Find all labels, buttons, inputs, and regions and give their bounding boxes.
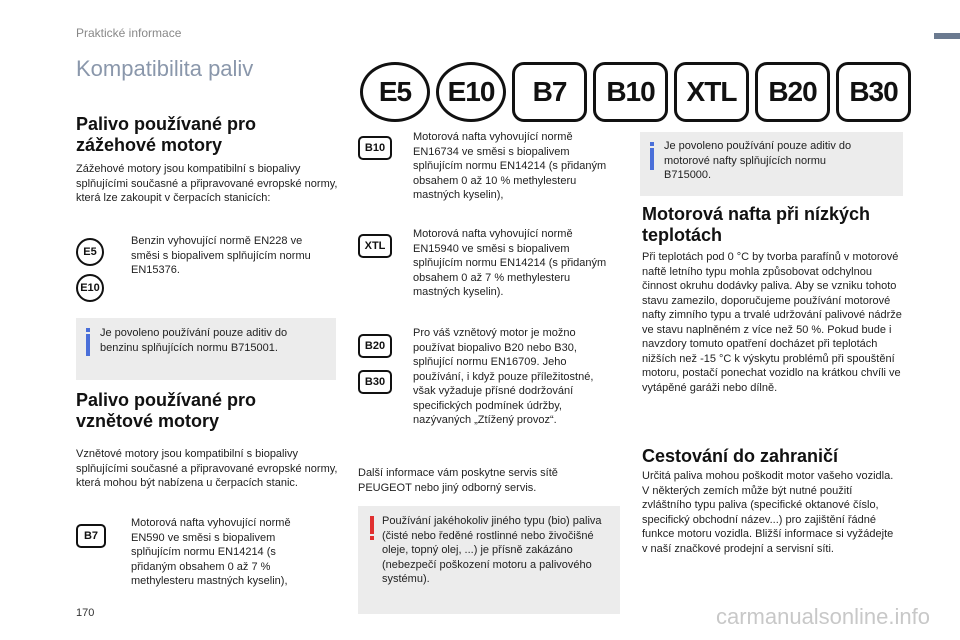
warning-icon (370, 516, 374, 534)
fuel-badge-b7: B7 (512, 62, 587, 122)
b10-text: Motorová nafta vyhovující normě EN16734 ve směsi s biopalivem splňujícím normu EN14214 (s přidaným obsahem 0 až 10 % methylesteru mastných kyselin), (413, 131, 607, 201)
petrol-badge-text: Benzin vyhovující normě EN228 ve směsi s biopalivem splňujícím normu EN15376. (131, 235, 311, 276)
petrol-info-box (76, 318, 336, 380)
fuel-badge-row (360, 62, 911, 122)
diesel-heading: Palivo používané pro vznětové motory (76, 390, 257, 431)
fuel-badge-b10: B10 (593, 62, 668, 122)
badge-e5: E5 (76, 238, 104, 266)
abroad-text: Určitá paliva mohou poškodit motor vašeho vozidla. V některých zemích může být nutné použití zvláštního typu paliva (specifické oktanové číslo, specifický obchodní název...) pro zajištění řádné funkce motoru vozidla. Bližší informace si vyžádejte v naší značkové prodejní a servisní síti. (642, 470, 894, 555)
badge-b7: B7 (76, 524, 106, 548)
fuel-badge-b20: B20 (755, 62, 830, 122)
b20-b30-text: Pro váš vznětový motor je možno používat biopalivo B20 nebo B30, splňující normu EN16709. Jeho používání, i když pouze příležitostné, však vyžaduje přísné dodržování specifických podmínek údržby, nazývaných „Ztížený provoz“. (413, 327, 594, 426)
more-info-text: Další informace vám poskytne servis sítě PEUGEOT nebo jiný odborný servis. (358, 467, 558, 494)
low-temp-heading: Motorová nafta při nízkých teplotách (642, 204, 871, 245)
info-icon (650, 148, 654, 170)
diesel-info-box (640, 132, 903, 196)
petrol-info-text: Je povoleno používání pouze aditiv do benzinu splňujících normu B715001. (100, 327, 288, 354)
fuel-badge-e5: E5 (360, 62, 430, 122)
warning-text: Používání jakéhokoliv jiného typu (bio) paliva (čisté nebo ředěné rostlinné nebo živočišné oleje, topný olej, ...) je přísně zakázáno (nebezpečí poškození motoru a palivového systému). (382, 515, 602, 585)
page-title: Kompatibilita paliv (76, 56, 254, 81)
corner-bar (934, 33, 960, 39)
badge-b20: B20 (358, 334, 392, 358)
diesel-info-text: Je povoleno používání pouze aditiv do motorové nafty splňujících normu B715000. (664, 140, 852, 181)
xtl-text: Motorová nafta vyhovující normě EN15940 ve směsi s biopalivem splňujícím normu EN14214 (s přidaným obsahem 0 až 7 % methylesteru mastných kyselin). (413, 228, 607, 298)
badge-xtl: XTL (358, 234, 392, 258)
warning-box (358, 506, 620, 614)
info-icon (86, 334, 90, 356)
b7-text: Motorová nafta vyhovující normě EN590 ve směsi s biopalivem splňujícím normu EN14214 (s přidaným obsahem 0 až 7 % methylesteru mastných kyselin), (131, 517, 291, 587)
fuel-badge-xtl: XTL (674, 62, 749, 122)
page-number: 170 (76, 607, 95, 619)
section-label: Praktické informace (76, 26, 182, 40)
diesel-intro: Vznětové motory jsou kompatibilní s biopalivy splňujícími současné a připravované evropské normy, která mohou být nabízena u čerpacích stanic. (76, 448, 338, 489)
fuel-badge-e10: E10 (436, 62, 506, 122)
badge-b10: B10 (358, 136, 392, 160)
badge-e10: E10 (76, 274, 104, 302)
low-temp-text: Při teplotách pod 0 °C by tvorba parafínů v motorové naftě letního typu mohla způsobovat odchylnou činnost okruhu dodávky paliva. Aby se vzniku tohoto stavu zamezilo, doporučujeme používání motorové nafty zimního typu a trvalé udržování palivové nádrže ve stavu naplněném z více než 50 %. Pokud bude i navzdory tomuto opatření docházet při teplotách nižších než -15 °C k výskytu problémů při spouštění motoru, postačí ponechat vozidlo na krátkou chvíli ve vytápěné garáži nebo dílně. (642, 251, 902, 394)
fuel-badge-b30: B30 (836, 62, 911, 122)
abroad-heading: Cestování do zahraničí (642, 446, 839, 466)
watermark: carmanualsonline.info (715, 604, 930, 629)
badge-b30: B30 (358, 370, 392, 394)
petrol-heading: Palivo používané pro zážehové motory (76, 114, 257, 155)
petrol-intro: Zážehové motory jsou kompatibilní s biopalivy splňujícími současné a připravované evropské normy, která lze zakoupit v čerpacích stanicích: (76, 163, 338, 204)
